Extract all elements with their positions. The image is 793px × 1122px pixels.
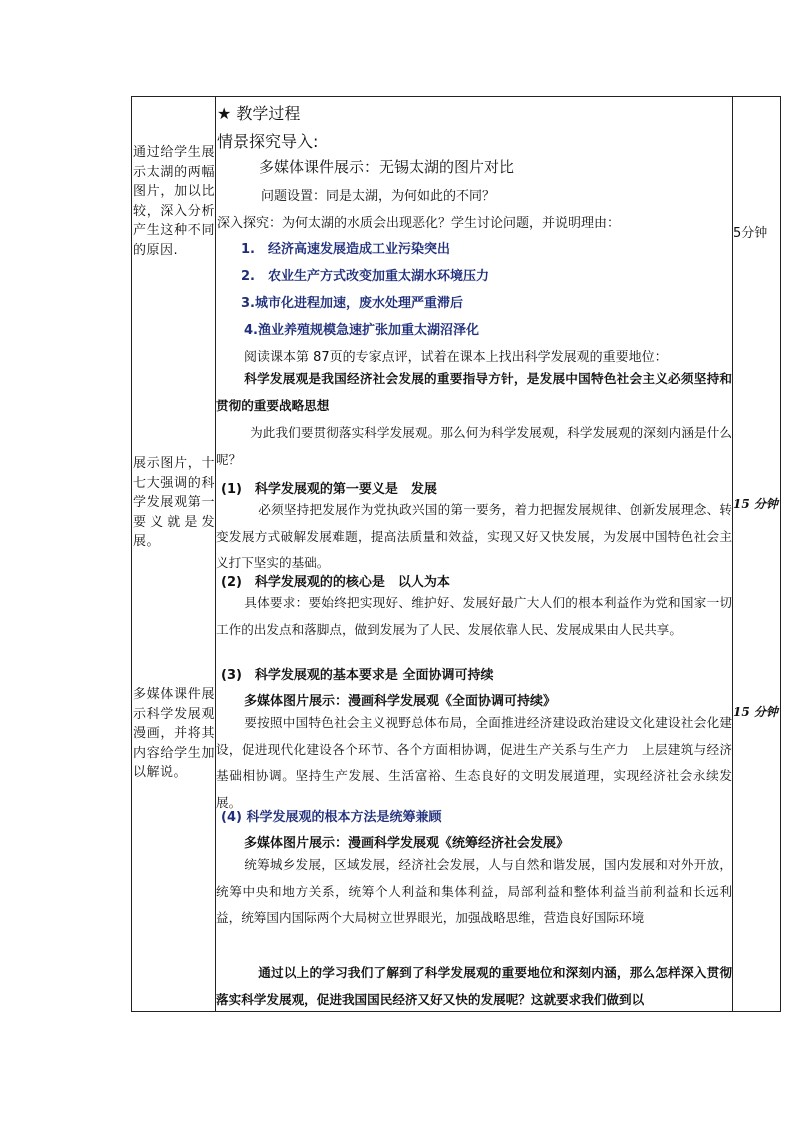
ask-paragraph: 为此我们要贯彻落实科学发展观。那么何为科学发展观，科学发展观的深刻内涵是什么呢？: [216, 425, 732, 467]
status-paragraph: 科学发展观是我国经济社会发展的重要指导方针，是发展中国特色社会主义必须坚持和贯彻的重要战略思想: [216, 371, 732, 413]
time-allocation: 5分钟: [733, 226, 768, 241]
point-1-text: 必须坚持把发展作为党执政兴国的第一要务，着力把握发展规律、创新发展理念、转变发展方式破解发展难题，提高法质量和效益，实现又好又快发展，为发展中国特色社会主义打下坚实的基础。: [216, 502, 732, 570]
point-1-title: (1) 科学发展观的第一要义是 发展: [221, 482, 437, 497]
point-3-media: 多媒体图片展示：漫画科学发展观《全面协调可持续》: [244, 694, 557, 709]
read-book-line: 阅读课本第 87页的专家点评，试着在课本上找出科学发展观的重要地位：: [244, 350, 668, 365]
point-4-text: 统筹城乡发展，区域发展，经济社会发展，人与自然和谐发展，国内发展和对外开放，统筹中央和地方关系，统筹个人利益和集体利益，局部利益和整体利益当前利益和长远利益，统筹国内国际两个大局树立世界眼光，加强战略思维，营造良好国际环境: [216, 857, 732, 925]
intro-title: 情景探究导入:: [217, 132, 319, 151]
reason-item: 3.城市化进程加速，废水处理严重滞后: [241, 296, 463, 311]
point-2-text: 具体要求：要始终把实现好、维护好、发展好最广大人们的根本利益作为党和国家一切工作的出发点和落脚点，做到发展为了人民、发展依靠人民、发展成果由人民共享。: [216, 595, 732, 637]
teaching-note: 展示图片，十七大强调的科学发展观第一要义就是发展。: [133, 456, 215, 549]
time-allocation: 15 分钟: [733, 497, 778, 511]
media-show-line: 多媒体课件展示：无锡太湖的图片对比: [259, 158, 515, 176]
time-allocation: 15 分钟: [733, 705, 778, 719]
teaching-note: 通过给学生展示太湖的两幅图片，加以比较，深入分析产生这种不同的原因.: [133, 145, 215, 258]
reason-item: 4.渔业养殖规模急速扩张加重太湖沼泽化: [244, 323, 479, 338]
reason-item: 2. 农业生产方式改变加重太湖水环境压力: [241, 269, 489, 284]
point-4-title: (4) 科学发展观的根本方法是统筹兼顾: [221, 810, 442, 825]
point-3-title: (3) 科学发展观的基本要求是 全面协调可持续: [221, 668, 494, 683]
reason-item: 1. 经济高速发展造成工业污染突出: [241, 242, 450, 257]
point-3-text: 要按照中国特色社会主义视野总体布局，全面推进经济建设政治建设文化建设社会化建设，促进现代化建设各个环节、各个方面相协调，促进生产关系与生产力 上层建筑与经济基础相协调。坚持生产发展、生活富裕、生态良好的文明发展道理，实现经济社会永续发展。: [216, 715, 732, 810]
section-heading: ★ 教学过程: [217, 104, 301, 123]
point-2-title: (2) 科学发展观的的核心是 以人为本: [221, 575, 450, 590]
teaching-note: 多媒体课件展示科学发展观漫画，并将其内容给学生加以解说。: [133, 687, 215, 780]
question-line: 问题设置：同是太湖，为何如此的不同？: [261, 189, 496, 204]
closing-paragraph: 通过以上的学习我们了解到了科学发展观的重要地位和深刻内涵，那么怎样深入贯彻落实科学发展观，促进我国国民经济又好又快的发展呢？这就要求我们做到以: [216, 965, 732, 1007]
point-4-media: 多媒体图片展示：漫画科学发展观《统筹经济社会发展》: [244, 836, 570, 851]
explore-line: 深入探究：为何太湖的水质会出现恶化？学生讨论问题，并说明理由：: [217, 216, 621, 231]
